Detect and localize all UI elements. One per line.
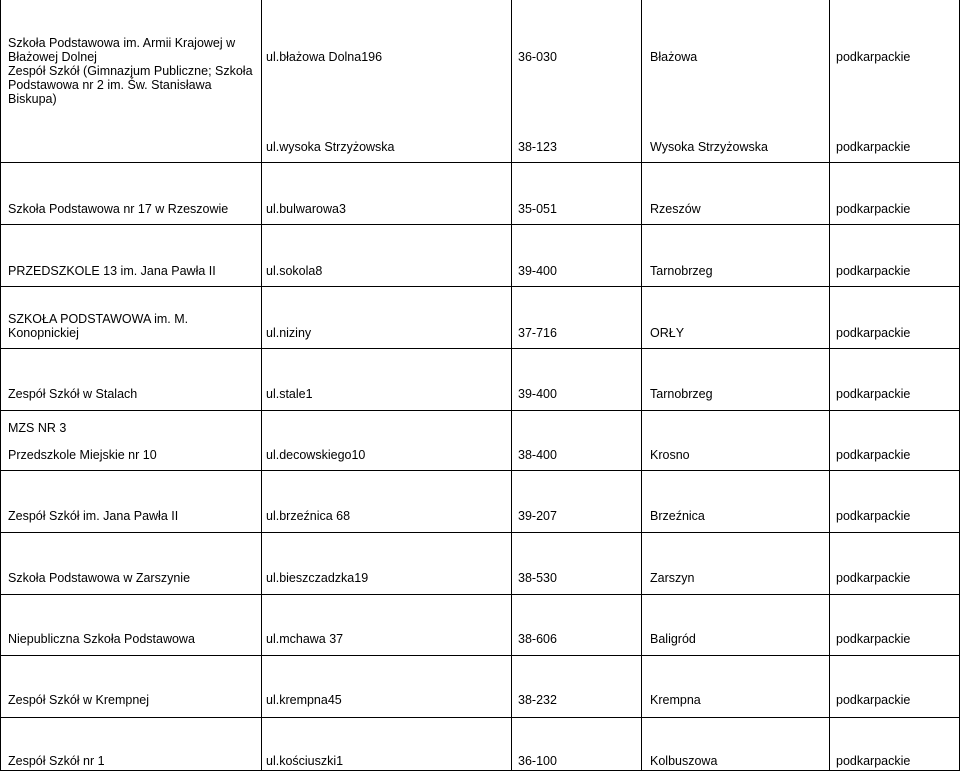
city-name: Błażowa: [650, 50, 698, 64]
street-address: ul.bulwarowa3: [266, 202, 346, 216]
row-divider: [0, 224, 960, 225]
school-name-line: Podstawowa nr 2 im. Św. Stanisława: [8, 78, 212, 92]
school-name-line: Zespół Szkół (Gimnazjum Publiczne; Szkoła: [8, 64, 253, 78]
row-divider: [0, 470, 960, 471]
postal-code: 38-232: [518, 693, 557, 707]
city-name: ORŁY: [650, 326, 685, 340]
postal-code: 38-606: [518, 632, 557, 646]
city-name: Tarnobrzeg: [650, 264, 713, 278]
school-name-line: Szkoła Podstawowa w Zarszynie: [8, 571, 191, 585]
region-name: podkarpackie: [836, 50, 911, 64]
school-name-line: Zespół Szkół im. Jana Pawła II: [8, 509, 179, 523]
row-divider: [0, 594, 960, 595]
school-name-line: Konopnickiej: [8, 326, 79, 340]
row-divider: [0, 717, 960, 718]
school-name-line: Zespół Szkół w Stalach: [8, 387, 138, 401]
street-address: ul.wysoka Strzyżowska: [266, 140, 395, 154]
region-name: podkarpackie: [836, 387, 911, 401]
row-divider: [0, 348, 960, 349]
street-address: ul.sokola8: [266, 264, 323, 278]
city-name: Krempna: [650, 693, 701, 707]
school-name-line: Błażowej Dolnej: [8, 50, 97, 64]
school-name-line: Szkoła Podstawowa nr 17 w Rzeszowie: [8, 202, 229, 216]
region-name: podkarpackie: [836, 754, 911, 768]
street-address: ul.niziny: [266, 326, 312, 340]
school-name-line: Biskupa): [8, 92, 57, 106]
postal-code: 39-400: [518, 387, 557, 401]
region-name: podkarpackie: [836, 632, 911, 646]
postal-code: 36-100: [518, 754, 557, 768]
school-name-line: Przedszkole Miejskie nr 10: [8, 448, 157, 462]
row-divider: [0, 410, 960, 411]
street-address: ul.błażowa Dolna196: [266, 50, 383, 64]
school-name-line: SZKOŁA PODSTAWOWA im. M.: [8, 312, 189, 326]
street-address: ul.mchawa 37: [266, 632, 344, 646]
school-name-line: MZS NR 3: [8, 421, 67, 435]
region-name: podkarpackie: [836, 140, 911, 154]
street-address: ul.decowskiego10: [266, 448, 366, 462]
street-address: ul.bieszczadzka19: [266, 571, 369, 585]
region-name: podkarpackie: [836, 202, 911, 216]
postal-code: 39-400: [518, 264, 557, 278]
city-name: Wysoka Strzyżowska: [650, 140, 768, 154]
row-divider: [0, 532, 960, 533]
school-name-line: Szkoła Podstawowa im. Armii Krajowej w: [8, 36, 236, 50]
postal-code: 39-207: [518, 509, 557, 523]
row-divider: [0, 655, 960, 656]
city-name: Zarszyn: [650, 571, 695, 585]
school-name-line: Niepubliczna Szkoła Podstawowa: [8, 632, 195, 646]
postal-code: 37-716: [518, 326, 557, 340]
city-name: Tarnobrzeg: [650, 387, 713, 401]
city-name: Rzeszów: [650, 202, 701, 216]
region-name: podkarpackie: [836, 448, 911, 462]
region-name: podkarpackie: [836, 509, 911, 523]
row-divider: [0, 162, 960, 163]
school-name-line: Zespół Szkół nr 1: [8, 754, 105, 768]
region-name: podkarpackie: [836, 264, 911, 278]
region-name: podkarpackie: [836, 693, 911, 707]
street-address: ul.brzeźnica 68: [266, 509, 351, 523]
city-name: Kolbuszowa: [650, 754, 718, 768]
city-name: Brzeźnica: [650, 509, 705, 523]
postal-code: 38-400: [518, 448, 557, 462]
row-divider: [0, 286, 960, 287]
postal-code: 35-051: [518, 202, 557, 216]
region-name: podkarpackie: [836, 326, 911, 340]
city-name: Baligród: [650, 632, 696, 646]
postal-code: 38-530: [518, 571, 557, 585]
street-address: ul.krempna45: [266, 693, 342, 707]
school-name-line: Zespół Szkół w Krempnej: [8, 693, 150, 707]
postal-code: 36-030: [518, 50, 557, 64]
city-name: Krosno: [650, 448, 690, 462]
postal-code: 38-123: [518, 140, 557, 154]
street-address: ul.kościuszki1: [266, 754, 344, 768]
region-name: podkarpackie: [836, 571, 911, 585]
street-address: ul.stale1: [266, 387, 313, 401]
school-name-line: PRZEDSZKOLE 13 im. Jana Pawła II: [8, 264, 216, 278]
